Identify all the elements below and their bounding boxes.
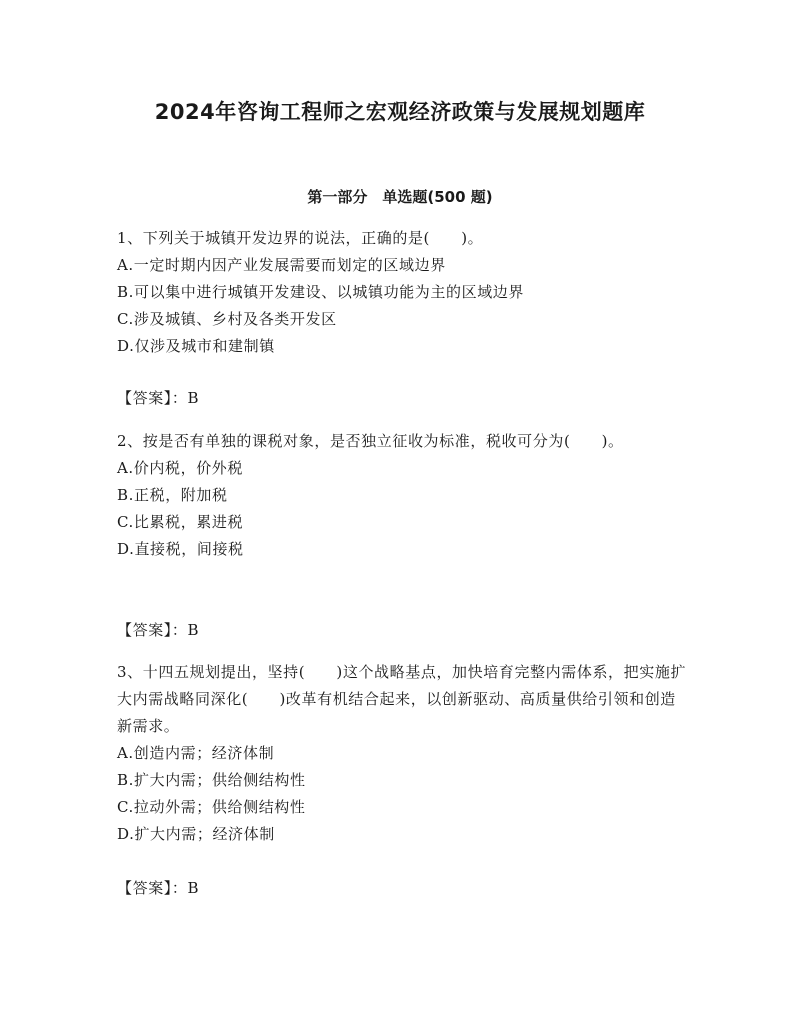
option-d: D.仅涉及城市和建制镇 [117,337,275,355]
question-3 [117,659,687,848]
answer-3: 【答案】：B [117,879,200,897]
option-c: C.涉及城镇、乡村及各类开发区 [117,310,337,328]
question-stem: 3、十四五规划提出，坚持( )这个战略基点，加快培育完整内需体系，把实施扩大内需战略同深化( )改革有机结合起来，以创新驱动、高质量供给引领和创造新需求。 [117,663,687,735]
section-title: 第一部分 单选题(500 题) [307,188,493,206]
option-c: C.拉动外需；供给侧结构性 [117,798,306,816]
question-2 [117,428,687,563]
question-1 [117,225,687,360]
option-b: B.正税，附加税 [117,486,228,504]
option-b: B.扩大内需；供给侧结构性 [117,771,306,789]
option-a: A.一定时期内因产业发展需要而划定的区域边界 [117,256,446,274]
answer-2: 【答案】：B [117,621,200,639]
option-b: B.可以集中进行城镇开发建设、以城镇功能为主的区域边界 [117,283,524,301]
option-a: A.价内税，价外税 [117,459,244,477]
option-a: A.创造内需；经济体制 [117,744,275,762]
option-d: D.扩大内需；经济体制 [117,825,275,843]
option-d: D.直接税，间接税 [117,540,244,558]
question-stem: 2、按是否有单独的课税对象，是否独立征收为标准，税收可分为( )。 [117,432,624,450]
question-stem: 1、下列关于城镇开发边界的说法，正确的是( )。 [117,229,484,247]
option-c: C.比累税，累进税 [117,513,244,531]
document-title: 2024年咨询工程师之宏观经济政策与发展规划题库 [154,100,646,124]
answer-1: 【答案】：B [117,389,200,407]
